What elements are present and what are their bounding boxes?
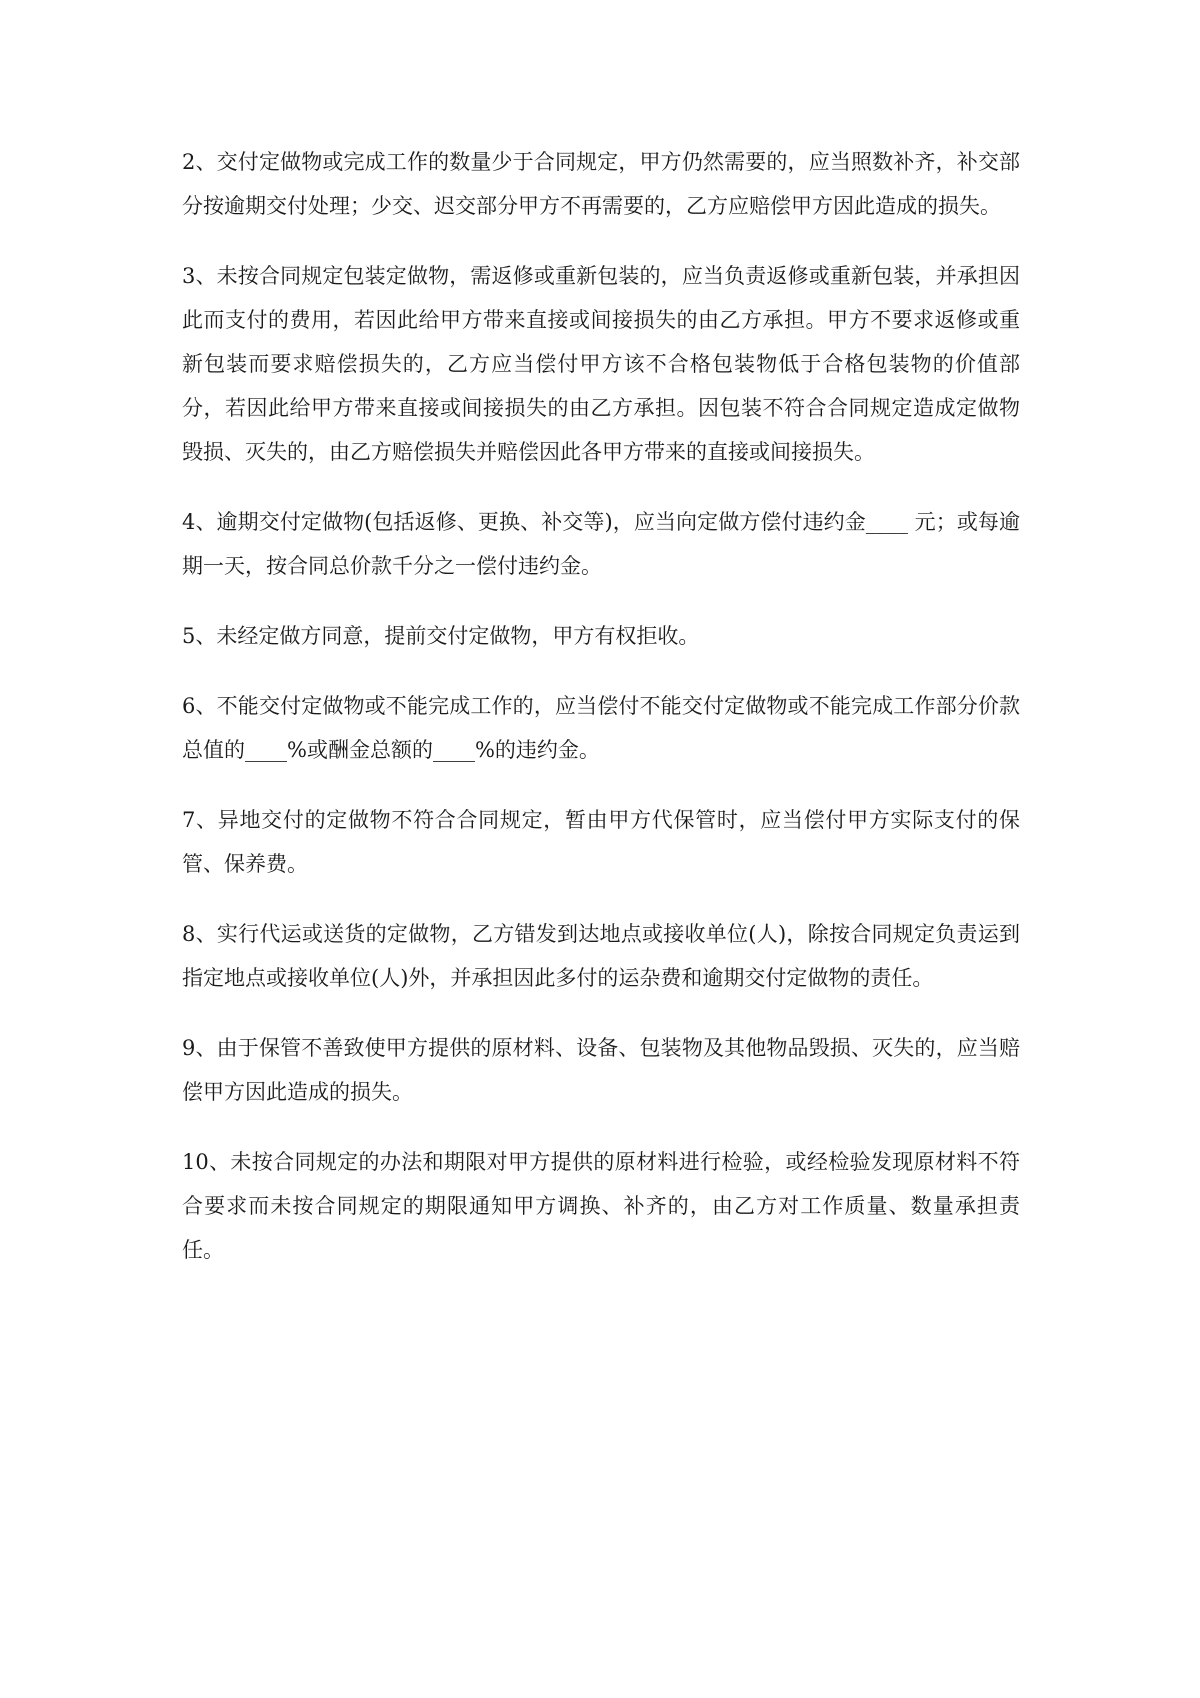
clause-7: 7、异地交付的定做物不符合合同规定，暂由甲方代保管时，应当偿付甲方实际支付的保管、保养费。 <box>182 808 1020 876</box>
clause-9: 9、由于保管不善致使甲方提供的原材料、设备、包装物及其他物品毁损、灭失的，应当赔偿甲方因此造成的损失。 <box>182 1036 1020 1104</box>
clause-5: 5、未经定做方同意，提前交付定做物，甲方有权拒收。 <box>182 624 700 648</box>
clause-10: 10、未按合同规定的办法和期限对甲方提供的原材料进行检验，或经检验发现原材料不符合要求而未按合同规定的期限通知甲方调换、补齐的，由乙方对工作质量、数量承担责任。 <box>182 1150 1020 1262</box>
document-page <box>182 140 1020 1298</box>
clause-2: 2、交付定做物或完成工作的数量少于合同规定，甲方仍然需要的，应当照数补齐，补交部分按逾期交付处理；少交、迟交部分甲方不再需要的，乙方应赔偿甲方因此造成的损失。 <box>182 150 1020 218</box>
clause-6: 6、不能交付定做物或不能完成工作的，应当偿付不能交付定做物或不能完成工作部分价款总值的____%或酬金总额的____%的违约金。 <box>182 694 1020 762</box>
clause-4: 4、逾期交付定做物(包括返修、更换、补交等)，应当向定做方偿付违约金____ 元；或每逾期一天，按合同总价款千分之一偿付违约金。 <box>182 510 1020 578</box>
clause-3: 3、未按合同规定包装定做物，需返修或重新包装的，应当负责返修或重新包装，并承担因此而支付的费用，若因此给甲方带来直接或间接损失的由乙方承担。甲方不要求返修或重新包装而要求赔偿损失的，乙方应当偿付甲方该不合格包装物低于合格包装物的价值部分，若因此给甲方带来直接或间接损失的由乙方承担。因包装不符合合同规定造成定做物毁损、灭失的，由乙方赔偿损失并赔偿因此各甲方带来的直接或间接损失。 <box>182 264 1020 464</box>
clause-8: 8、实行代运或送货的定做物，乙方错发到达地点或接收单位(人)，除按合同规定负责运到指定地点或接收单位(人)外，并承担因此多付的运杂费和逾期交付定做物的责任。 <box>182 922 1020 990</box>
